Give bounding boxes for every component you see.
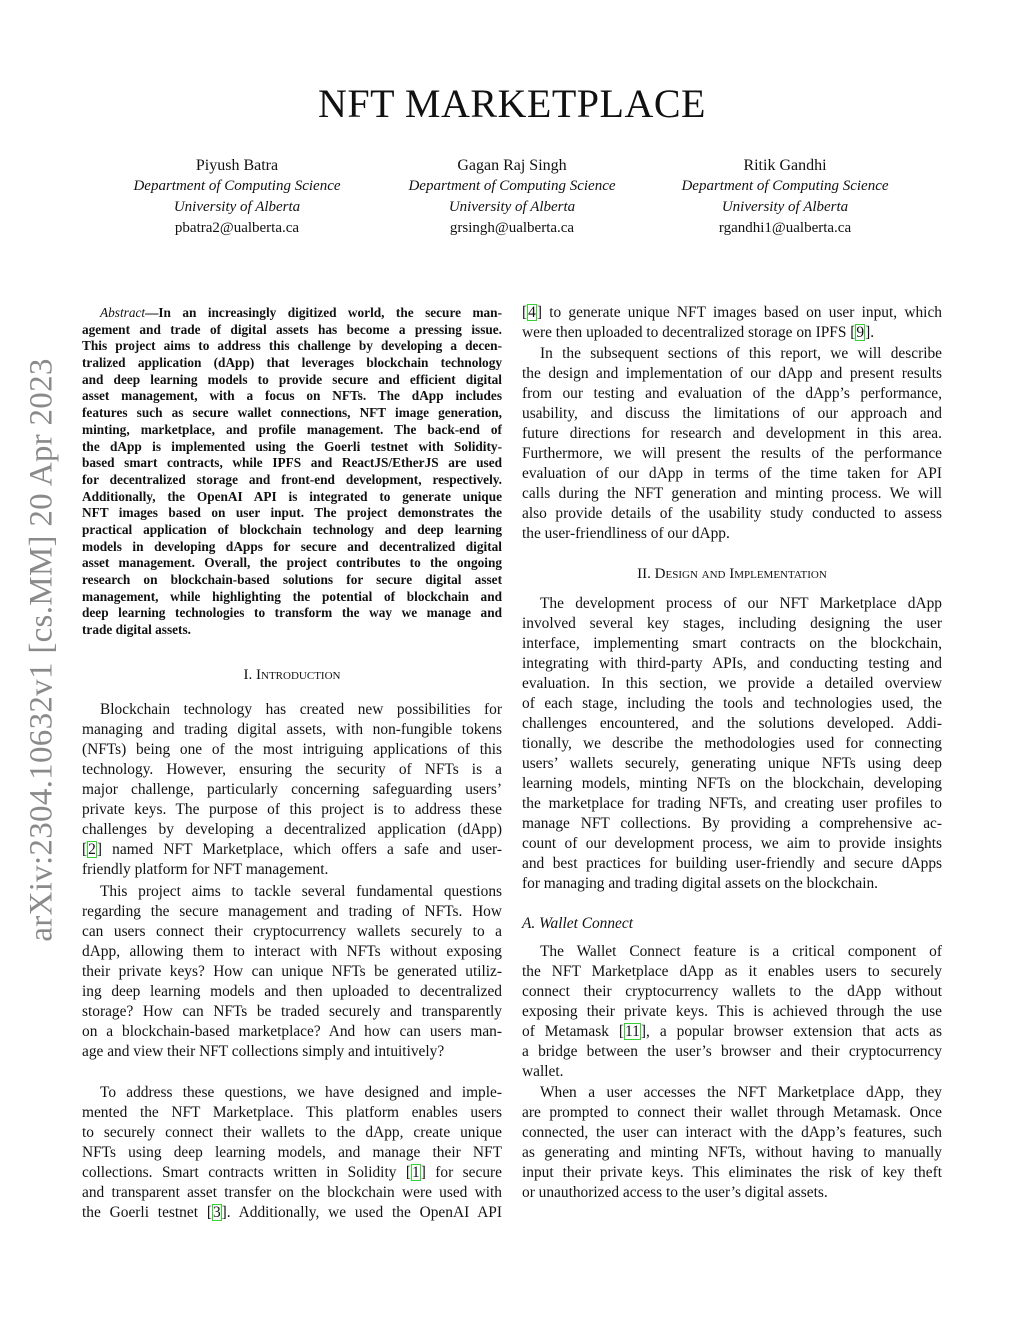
- text-line: In the subsequent sections of this report, we will describe: [540, 345, 942, 362]
- text-line: evaluation. In this section, we provide a detailed overview: [522, 675, 942, 692]
- text-line: count of our development process, we aim to provide insights: [522, 835, 942, 852]
- text-line: future directions for research and development in this area.: [522, 425, 942, 442]
- author-email: pbatra2@ualberta.ca: [174, 220, 300, 236]
- text-line: major challenge, particularly concerning safeguarding users’: [82, 781, 502, 798]
- text-line: calls during the NFT generation and minting process. We will: [522, 485, 942, 502]
- text-line: as generating and minting NFTs, without having to manually: [522, 1144, 942, 1161]
- text-line: to securely connect their wallets to the dApp, create unique: [82, 1124, 502, 1141]
- text-line: learning models, minting NFTs on the blockchain, developing: [522, 775, 942, 792]
- text-line: based smart contracts, while IPFS and ReactJS/EtherJS are used: [82, 455, 502, 471]
- citation-link[interactable]: 4: [528, 304, 536, 321]
- citation-link[interactable]: 11: [625, 1023, 640, 1040]
- text-line: The development process of our NFT Marketplace dApp: [540, 595, 942, 612]
- text-line: research on blockchain-based solutions for secure digital asset: [82, 572, 502, 587]
- text-line: The Wallet Connect feature is a critical component of: [540, 943, 942, 960]
- text-line: NFT images based on user input. The project demonstrates the: [82, 505, 502, 521]
- text-line: Additionally, the OpenAI API is integrated to generate unique: [82, 488, 502, 504]
- text-line: involved several key stages, including designing the user: [522, 615, 942, 632]
- author-university: University of Alberta: [721, 199, 849, 215]
- text-line: technology. However, ensuring the security of NFTs is a: [82, 761, 502, 778]
- author-name: Ritik Gandhi: [743, 157, 827, 174]
- paragraph: [522, 344, 942, 544]
- text-line: storage? How can NFTs be traded securely and transparently: [82, 1003, 502, 1020]
- author-university: University of Alberta: [448, 199, 576, 215]
- author-email: grsingh@ualberta.ca: [449, 220, 575, 236]
- text-line: agement and trade of digital assets has become a pressing issue.: [82, 321, 502, 337]
- paper-title: NFT MARKETPLACE: [318, 81, 706, 126]
- text-line: regarding the secure management and trading of NFTs. How: [82, 903, 502, 920]
- abstract-line: [82, 305, 502, 322]
- text-line: of each stage, including the tools and technologies used, the: [522, 695, 942, 712]
- text-line: input their private keys. This eliminates the risk of key theft: [522, 1164, 942, 1181]
- author-department: Department of Computing Science: [408, 178, 616, 194]
- author-department: Department of Computing Science: [681, 178, 889, 194]
- paragraph: [522, 942, 942, 1082]
- author-name: Gagan Raj Singh: [457, 157, 567, 174]
- text-line: asset management. Overall, the project contributes to the ongoing: [82, 555, 502, 571]
- paragraph: [522, 1083, 942, 1203]
- citation-link[interactable]: 1: [412, 1164, 420, 1181]
- text-line: on a blockchain-based marketplace? And how can users man-: [82, 1023, 502, 1040]
- text-line: the NFT Marketplace dApp as it enables users to securely: [522, 963, 942, 980]
- text-line: (NFTs) being one of the most intriguing applications of this: [82, 741, 502, 758]
- text-line: connected, the user can interact with the dApp’s features, such: [522, 1124, 942, 1141]
- author-3: [655, 155, 915, 239]
- citation-link[interactable]: 2: [88, 841, 96, 858]
- text-line: friendly platform for NFT management.: [82, 861, 329, 878]
- text-line: ing deep learning models and then uploaded to decentralized: [82, 983, 502, 1000]
- text-line: trade digital assets.: [82, 622, 191, 638]
- text-line: This project aims to tackle several fundamental questions: [100, 883, 502, 900]
- text-line: manage NFT collections. By providing a comprehensive ac-: [522, 815, 942, 832]
- text-line: mented the NFT Marketplace. This platform enables users: [82, 1104, 502, 1121]
- text-line: the user-friendliness of our dApp.: [522, 525, 730, 542]
- citation-link[interactable]: 3: [212, 1204, 221, 1221]
- text-line: interface, implementing smart contracts on the blockchain,: [522, 635, 942, 652]
- paragraph: [82, 700, 502, 880]
- text-line: and best practices for building user-friendly and secure dApps: [522, 855, 942, 872]
- text-line: for managing and trading digital assets on the blockchain.: [522, 875, 879, 892]
- text-line: private keys. The purpose of this project is to address these: [82, 801, 502, 818]
- abstract: [82, 305, 502, 639]
- text-line: When a user accesses the NFT Marketplace dApp, they: [540, 1084, 942, 1101]
- text-line: Furthermore, we will present the results of the performance: [522, 445, 942, 462]
- abstract-body: [82, 322, 502, 639]
- text-line: or unauthorized access to the user’s digital assets.: [522, 1184, 828, 1201]
- text-line: exposing their private keys. This is achieved through the use: [522, 1003, 942, 1020]
- abstract-text: —In an increasingly digitized world, the secure man-: [145, 305, 502, 320]
- section-heading-design: II. Design and Implementation: [637, 566, 827, 582]
- paragraph: [522, 594, 942, 894]
- text-line: also provide details of the usability study conducted to assess: [522, 505, 942, 522]
- abstract-label: Abstract: [100, 305, 146, 320]
- text-line: management, while highlighting the potential of blockchain and: [82, 588, 502, 604]
- author-email: rgandhi1@ualberta.ca: [718, 220, 852, 236]
- text-line: the dApp is implemented using the Goerli testnet with Solidity-: [82, 438, 502, 454]
- arxiv-identifier: arXiv:2304.10632v1 [cs.MM] 20 Apr 2023: [23, 358, 60, 942]
- text-line: deep learning technologies to transform the way we manage and: [82, 605, 502, 621]
- text-line: the design and implementation of our dApp and present results: [522, 365, 942, 382]
- text-line: features such as secure wallet connections, NFT image generation,: [82, 405, 502, 421]
- text-line: collections. Smart contracts written in Solidity [1] for secure: [82, 1164, 502, 1181]
- text-line: and deep learning models to provide secure and efficient digital: [82, 371, 502, 387]
- text-line: users’ wallets securely, generating unique NFTs using deep: [522, 755, 942, 772]
- paragraph: [82, 1083, 502, 1223]
- text-line: the Goerli testnet [3]. Additionally, we used the OpenAI API: [82, 1204, 502, 1221]
- text-line: Blockchain technology has created new possibilities for: [100, 701, 502, 718]
- subsection-heading-wallet-connect: A. Wallet Connect: [522, 915, 633, 932]
- citation-link[interactable]: 9: [856, 324, 865, 341]
- text-line: usability, and discuss the limitations of our approach and: [522, 405, 942, 422]
- text-line: for decentralized storage and front-end development, respectively.: [82, 471, 502, 487]
- text-line: challenges by developing a decentralized application (dApp): [82, 821, 502, 838]
- text-line: [4] to generate unique NFT images based on user input, which: [522, 304, 942, 321]
- author-university: University of Alberta: [173, 199, 301, 215]
- text-line: the marketplace for trading NFTs, and creating user profiles to: [522, 795, 942, 812]
- text-line: models in developing dApps for secure and decentralized digital: [82, 538, 502, 554]
- author-2: [382, 155, 642, 239]
- text-line: can users connect their cryptocurrency wallets securely to a: [82, 923, 502, 940]
- text-line: a bridge between the user’s browser and their cryptocurrency: [522, 1043, 942, 1060]
- text-line: tionally, we describe the methodologies used for connecting: [522, 735, 942, 752]
- text-line: practical application of blockchain technology and deep learning: [82, 521, 502, 537]
- text-line: dApp, allowing them to interact with NFTs without exposing: [82, 943, 502, 960]
- author-name: Piyush Batra: [195, 157, 279, 174]
- paragraph-continuation: [522, 303, 942, 343]
- section-heading-introduction: I. Introduction: [243, 667, 341, 683]
- text-line: from our testing and evaluation of the dApp’s performance,: [522, 385, 942, 402]
- author-department: Department of Computing Science: [133, 178, 341, 194]
- text-line: evaluation of our dApp in terms of the time taken for API: [522, 465, 942, 482]
- text-line: This project aims to address this challenge by developing a decen-: [82, 338, 502, 354]
- text-line: To address these questions, we have designed and imple-: [100, 1084, 502, 1101]
- text-line: minting, marketplace, and profile management. The back-end of: [82, 421, 502, 437]
- text-line: and transparent asset transfer on the blockchain were used with: [82, 1184, 502, 1201]
- text-line: were then uploaded to decentralized storage on IPFS [9].: [522, 324, 875, 341]
- text-line: managing and trading digital assets, with non-fungible tokens: [82, 721, 502, 738]
- text-line: connect their cryptocurrency wallets to the dApp without: [522, 983, 942, 1000]
- text-line: their private keys? How can unique NFTs be generated utiliz-: [82, 963, 502, 980]
- text-line: challenges encountered, and the solutions developed. Addi-: [522, 715, 942, 732]
- text-line: [2] named NFT Marketplace, which offers a safe and user-: [82, 841, 502, 858]
- text-line: of Metamask [11], a popular browser extension that acts as: [522, 1023, 942, 1040]
- text-line: age and view their NFT collections simply and intuitively?: [82, 1043, 445, 1060]
- text-line: asset management, with a focus on NFTs. The dApp includes: [82, 388, 502, 404]
- text-line: wallet.: [522, 1063, 564, 1080]
- text-line: are prompted to connect their wallet through Metamask. Once: [522, 1104, 942, 1121]
- paragraph: [82, 882, 502, 1062]
- author-1: [107, 155, 367, 239]
- text-line: integrating with third-party APIs, and conducting testing and: [522, 655, 942, 672]
- text-line: NFTs using deep learning models, and manage their NFT: [82, 1144, 502, 1161]
- text-line: tralized application (dApp) that leverages blockchain technology: [82, 355, 502, 371]
